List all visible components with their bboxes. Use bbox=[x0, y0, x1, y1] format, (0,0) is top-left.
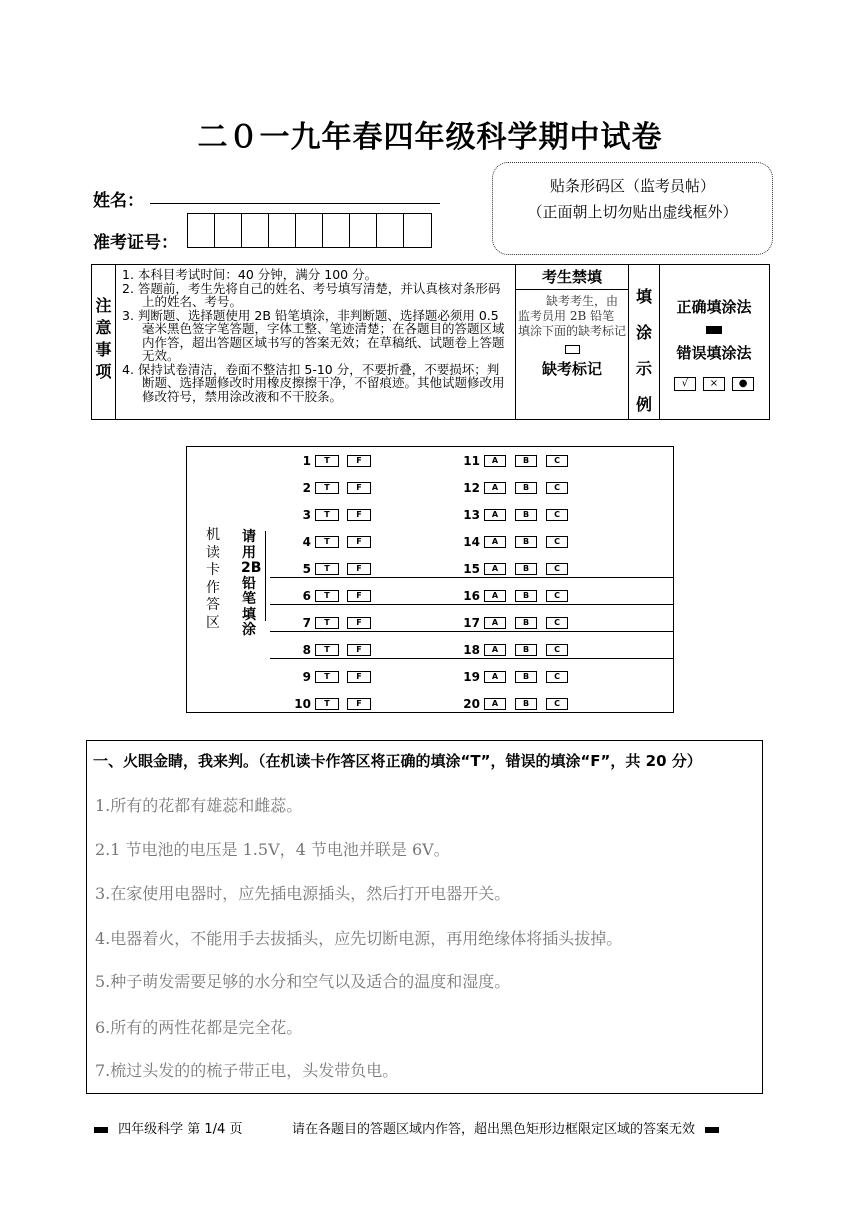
option-bubble-t[interactable]: T bbox=[315, 644, 339, 656]
option-bubble-b[interactable]: B bbox=[515, 563, 537, 575]
option-bubble-c[interactable]: C bbox=[546, 455, 568, 467]
option-bubble-c[interactable]: C bbox=[546, 644, 568, 656]
exam-digit-box[interactable] bbox=[323, 214, 350, 247]
option-bubble-b[interactable]: B bbox=[515, 698, 537, 710]
section-1-heading: 一、火眼金睛，我来判。（在机读卡作答区将正确的填涂“T”，错误的填涂“F”，共 20 分） bbox=[93, 752, 702, 770]
abc-question-row bbox=[440, 663, 577, 690]
notice-rule: 3. 判断题、选择题使用 2B 铅笔填涂，非判断题、选择题必须用 0.5 毫米黑色签字笔答题，字体工整、笔迹清楚；在各题目的答题区域内作答，超出答题区域书写的答案无效；在草稿纸、试题卷上答题无效。 bbox=[122, 307, 505, 363]
option-bubble-b[interactable]: B bbox=[515, 482, 537, 494]
question-item: 1.所有的花都有雄蕊和雌蕊。 bbox=[95, 796, 303, 815]
footer-notice: 请在各题目的答题区域内作答，超出黑色矩形边框限定区域的答案无效 bbox=[292, 1122, 696, 1137]
fill-example-char: 示 bbox=[635, 359, 652, 378]
tf-question-row bbox=[287, 690, 379, 717]
question-item: 4.电器着火，不能用手去拔插头，应先切断电源，再用绝缘体将插头拔掉。 bbox=[95, 929, 623, 948]
option-bubble-f[interactable]: F bbox=[347, 455, 371, 467]
tf-question-row bbox=[287, 555, 379, 582]
question-number: 14 bbox=[463, 534, 480, 549]
question-number: 16 bbox=[463, 588, 480, 603]
option-bubble-c[interactable]: C bbox=[546, 509, 568, 521]
option-bubble-a[interactable]: A bbox=[484, 482, 506, 494]
barcode-line-1: 贴条形码区（监考员帖） bbox=[549, 177, 715, 195]
option-bubble-f[interactable]: F bbox=[347, 590, 371, 602]
notice-heading bbox=[92, 265, 116, 419]
fill-example-char: 例 bbox=[635, 395, 652, 414]
option-bubble-a[interactable]: A bbox=[484, 644, 506, 656]
option-bubble-b[interactable]: B bbox=[515, 509, 537, 521]
exam-number-boxes[interactable] bbox=[187, 213, 432, 248]
question-number: 10 bbox=[294, 696, 311, 711]
notice-rule: 1. 本科目考试时间：40 分钟，满分 100 分。 bbox=[122, 267, 378, 282]
question-number: 19 bbox=[463, 669, 480, 684]
option-bubble-f[interactable]: F bbox=[347, 509, 371, 521]
card-label-char: 答 bbox=[206, 597, 220, 613]
question-number: 12 bbox=[463, 480, 480, 495]
card-instruction-char: 涂 bbox=[242, 622, 256, 638]
exam-digit-box[interactable] bbox=[188, 214, 215, 247]
option-bubble-a[interactable]: A bbox=[484, 536, 506, 548]
question-number: 9 bbox=[302, 669, 311, 684]
question-number: 11 bbox=[463, 453, 480, 468]
option-bubble-t[interactable]: T bbox=[315, 590, 339, 602]
wrong-example-cross: × bbox=[703, 377, 725, 391]
absent-instructions: 缺考考生，由监考员用 2B 铅笔填涂下面的缺考标记 bbox=[518, 294, 627, 338]
card-instruction-char: 用 bbox=[242, 544, 256, 561]
question-number: 15 bbox=[463, 561, 480, 576]
option-bubble-t[interactable]: T bbox=[315, 671, 339, 683]
section-1 bbox=[86, 740, 763, 1094]
wrong-fill-label: 错误填涂法 bbox=[676, 344, 752, 362]
card-instruction bbox=[241, 529, 262, 639]
option-bubble-f[interactable]: F bbox=[347, 563, 371, 575]
exam-digit-box[interactable] bbox=[350, 214, 377, 247]
question-item: 5.种子萌发需要足够的水分和空气以及适合的温度和湿度。 bbox=[95, 972, 511, 991]
footer-right bbox=[292, 1118, 719, 1137]
abc-question-row bbox=[440, 555, 577, 582]
question-number: 8 bbox=[302, 642, 311, 657]
card-instruction-char: 请 bbox=[242, 529, 256, 545]
question-number: 2 bbox=[302, 480, 311, 495]
option-bubble-f[interactable]: F bbox=[347, 617, 371, 629]
option-bubble-f[interactable]: F bbox=[347, 644, 371, 656]
option-bubble-a[interactable]: A bbox=[484, 617, 506, 629]
card-instruction-char: 2B bbox=[241, 560, 262, 576]
notice-rule: 2. 答题前，考生先将自己的姓名、考号填写清楚，并认真核对条形码上的姓名、考号。 bbox=[122, 280, 501, 309]
absent-mark-box[interactable] bbox=[565, 345, 580, 354]
notice-rules bbox=[116, 265, 516, 419]
card-instruction-char: 笔 bbox=[242, 591, 256, 607]
option-bubble-t[interactable]: T bbox=[315, 482, 339, 494]
question-number: 7 bbox=[302, 615, 311, 630]
option-bubble-b[interactable]: B bbox=[515, 644, 537, 656]
name-field[interactable] bbox=[150, 203, 440, 204]
question-item: 7.梳过头发的的梳子带正电，头发带负电。 bbox=[95, 1061, 399, 1080]
question-number: 6 bbox=[302, 588, 311, 603]
card-label-char: 机 bbox=[206, 527, 220, 543]
wrong-example-check: √ bbox=[674, 377, 696, 391]
option-bubble-f[interactable]: F bbox=[347, 671, 371, 683]
notice-heading-char: 意 bbox=[95, 318, 112, 337]
question-number: 17 bbox=[463, 615, 480, 630]
option-bubble-a[interactable]: A bbox=[484, 455, 506, 467]
tf-question-row bbox=[287, 501, 379, 528]
card-instruction-char: 铅 bbox=[242, 575, 256, 592]
option-bubble-b[interactable]: B bbox=[515, 536, 537, 548]
fill-example-heading bbox=[629, 265, 660, 419]
card-label-char: 卡 bbox=[206, 562, 220, 578]
footer-left bbox=[94, 1118, 242, 1137]
option-bubble-t[interactable]: T bbox=[315, 509, 339, 521]
question-item: 2.1 节电池的电压是 1.5V，4 节电池并联是 6V。 bbox=[95, 840, 450, 859]
question-item: 3.在家使用电器时，应先插电源插头，然后打开电器开关。 bbox=[95, 884, 511, 903]
exam-digit-box[interactable] bbox=[377, 214, 404, 247]
absent-mark-label: 缺考标记 bbox=[541, 360, 602, 378]
tf-question-row bbox=[287, 636, 379, 663]
option-bubble-f[interactable]: F bbox=[347, 536, 371, 548]
question-number: 4 bbox=[302, 534, 311, 549]
barcode-line-2: （正面朝上切勿贴出虚线框外） bbox=[527, 203, 738, 221]
footer-marker-icon bbox=[94, 1127, 108, 1133]
card-label-char: 区 bbox=[206, 614, 220, 631]
notice-rule: 4. 保持试卷清洁，卷面不整洁扣 5-10 分，不要折叠，不要损坏；判断题、选择题修改时用橡皮擦擦干净，不留痕迹。其他试题修改用修改符号，禁用涂改液和不干胶条。 bbox=[122, 361, 505, 404]
option-bubble-b[interactable]: B bbox=[515, 671, 537, 683]
option-bubble-t[interactable]: T bbox=[315, 536, 339, 548]
question-number: 3 bbox=[302, 507, 311, 522]
name-label: 姓名： bbox=[93, 191, 144, 211]
option-bubble-a[interactable]: A bbox=[484, 671, 506, 683]
option-bubble-f[interactable]: F bbox=[347, 698, 371, 710]
barcode-area bbox=[492, 162, 773, 255]
abc-question-row bbox=[440, 636, 577, 663]
exam-digit-box[interactable] bbox=[215, 214, 242, 247]
wrong-example-dot: ● bbox=[732, 377, 754, 391]
exam-digit-box[interactable] bbox=[296, 214, 323, 247]
abc-question-row bbox=[440, 582, 577, 609]
option-bubble-c[interactable]: C bbox=[546, 563, 568, 575]
question-number: 1 bbox=[302, 453, 311, 468]
absent-section bbox=[516, 265, 629, 419]
option-bubble-c[interactable]: C bbox=[546, 590, 568, 602]
notice-heading-char: 注 bbox=[95, 296, 112, 315]
fill-examples bbox=[660, 265, 768, 419]
option-bubble-c[interactable]: C bbox=[546, 698, 568, 710]
card-label-char: 读 bbox=[206, 544, 220, 561]
card-divider bbox=[265, 531, 266, 621]
fill-example-char: 涂 bbox=[635, 323, 652, 342]
notice-heading-char: 项 bbox=[95, 362, 112, 381]
tf-question-row bbox=[287, 582, 379, 609]
abc-question-row bbox=[440, 609, 577, 636]
correct-fill-mark bbox=[706, 326, 722, 334]
option-bubble-a[interactable]: A bbox=[484, 698, 506, 710]
notice-heading-char: 事 bbox=[95, 340, 112, 359]
option-bubble-c[interactable]: C bbox=[546, 482, 568, 494]
tf-question-row bbox=[287, 609, 379, 636]
option-bubble-a[interactable]: A bbox=[484, 590, 506, 602]
option-bubble-b[interactable]: B bbox=[515, 590, 537, 602]
card-label-char: 作 bbox=[206, 579, 220, 596]
exam-digit-box[interactable] bbox=[404, 214, 431, 247]
abc-question-row bbox=[440, 528, 577, 555]
exam-digit-box[interactable] bbox=[269, 214, 296, 247]
option-bubble-c[interactable]: C bbox=[546, 671, 568, 683]
abc-question-row bbox=[440, 474, 577, 501]
abc-question-row bbox=[440, 447, 577, 474]
fill-example-char: 填 bbox=[635, 287, 652, 306]
option-bubble-t[interactable]: T bbox=[315, 455, 339, 467]
exam-number-label: 准考证号： bbox=[93, 233, 178, 253]
question-number: 18 bbox=[463, 642, 480, 657]
option-bubble-t[interactable]: T bbox=[315, 563, 339, 575]
card-label bbox=[205, 527, 221, 632]
notice-table bbox=[91, 264, 770, 420]
abc-question-row bbox=[440, 690, 577, 717]
answer-card bbox=[186, 446, 674, 713]
exam-digit-box[interactable] bbox=[242, 214, 269, 247]
card-instruction-char: 填 bbox=[242, 606, 256, 623]
page-title: 二０一九年春四年级科学期中试卷 bbox=[197, 120, 663, 155]
footer-page-label: 四年级科学 第 1/4 页 bbox=[118, 1122, 243, 1137]
tf-question-row bbox=[287, 663, 379, 690]
wrong-fill-examples bbox=[660, 371, 768, 391]
absent-header: 考生禁填 bbox=[516, 265, 628, 290]
option-bubble-c[interactable]: C bbox=[546, 617, 568, 629]
tf-question-row bbox=[287, 474, 379, 501]
footer-marker-icon bbox=[705, 1127, 719, 1133]
option-bubble-t[interactable]: T bbox=[315, 617, 339, 629]
abc-question-row bbox=[440, 501, 577, 528]
correct-fill-label: 正确填涂法 bbox=[676, 298, 752, 316]
tf-question-row bbox=[287, 528, 379, 555]
tf-question-row bbox=[287, 447, 379, 474]
option-bubble-a[interactable]: A bbox=[484, 509, 506, 521]
question-number: 13 bbox=[463, 507, 480, 522]
question-number: 5 bbox=[302, 561, 311, 576]
question-item: 6.所有的两性花都是完全花。 bbox=[95, 1018, 303, 1037]
option-bubble-a[interactable]: A bbox=[484, 563, 506, 575]
option-bubble-b[interactable]: B bbox=[515, 455, 537, 467]
option-bubble-f[interactable]: F bbox=[347, 482, 371, 494]
option-bubble-c[interactable]: C bbox=[546, 536, 568, 548]
option-bubble-t[interactable]: T bbox=[315, 698, 339, 710]
question-number: 20 bbox=[463, 696, 480, 711]
option-bubble-b[interactable]: B bbox=[515, 617, 537, 629]
